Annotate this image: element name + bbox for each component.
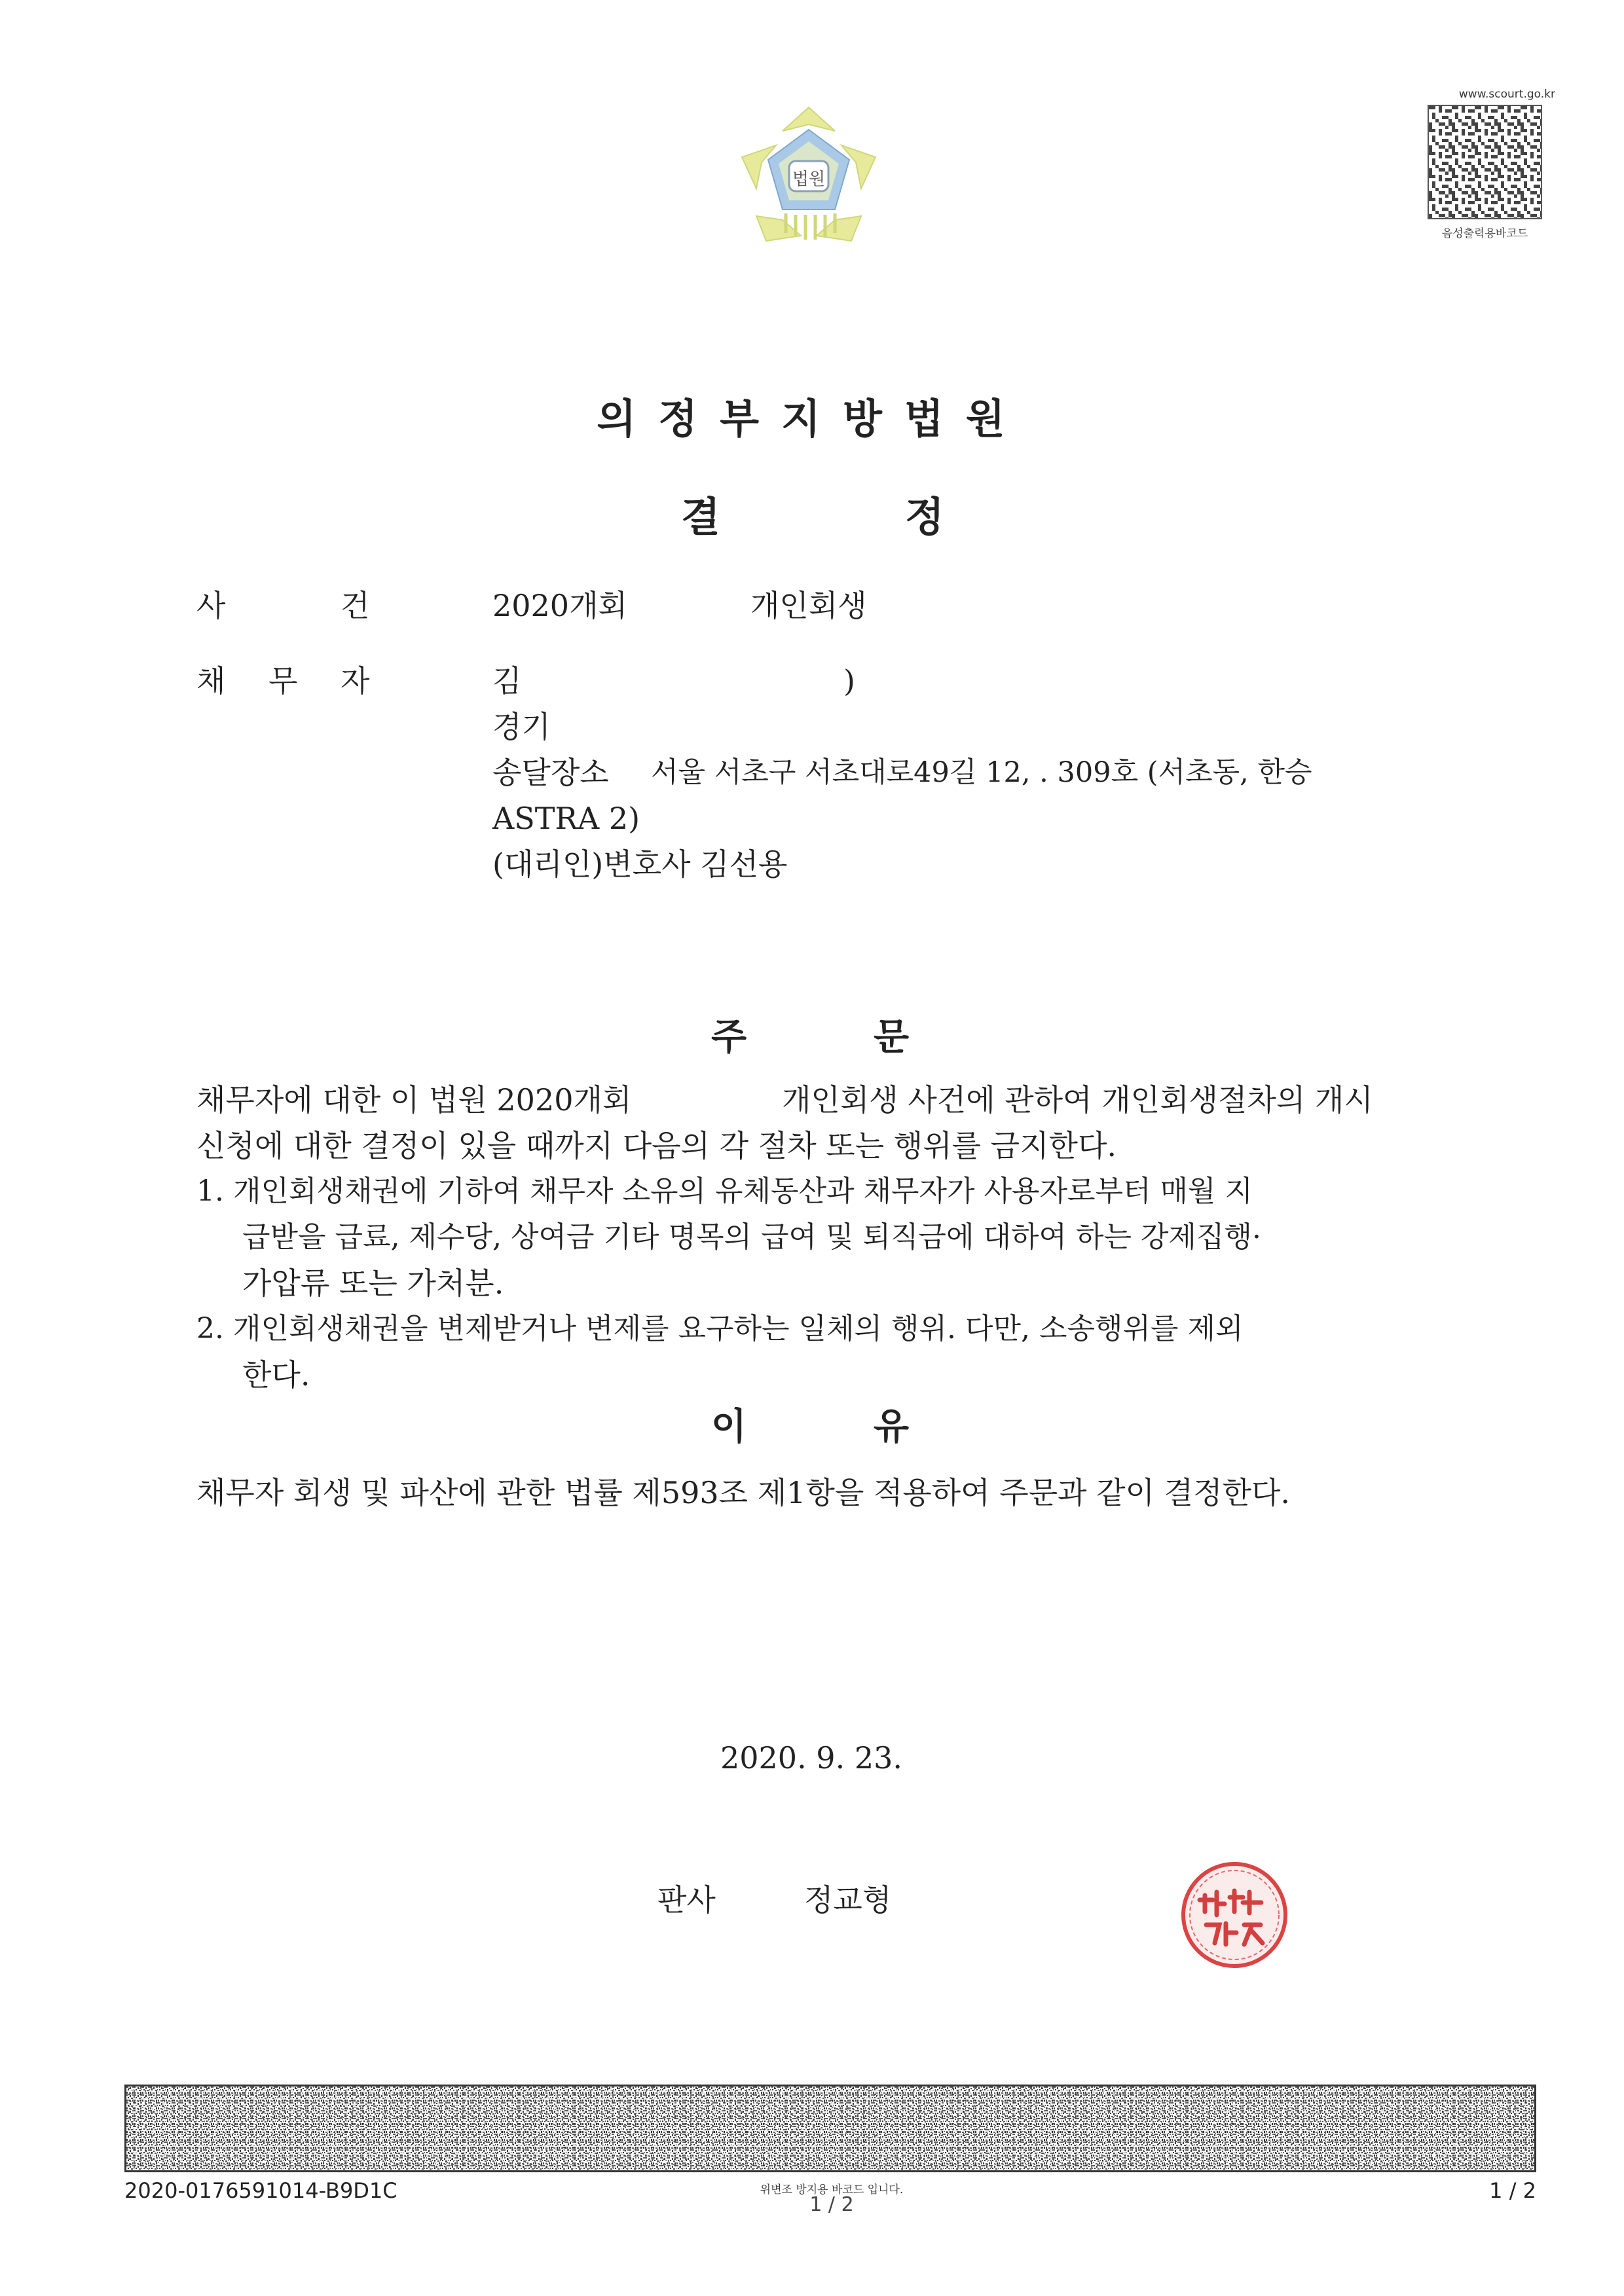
decision-date: 2020. 9. 23. <box>720 1740 902 1776</box>
debtor-address: 경기 <box>492 709 551 744</box>
delivery-address-line2: ASTRA 2) <box>492 801 640 836</box>
page-number-right: 1 / 2 <box>1489 2178 1536 2203</box>
reason-heading-1: 이 <box>711 1406 747 1448</box>
debtor-agent: (대리인)변호사 김선용 <box>492 847 788 882</box>
judge-title: 판사 <box>657 1882 716 1918</box>
debtor-label-2: 무 <box>268 663 298 699</box>
judge-seal <box>1179 1859 1290 1971</box>
order-item1-line2: 급받을 급료, 제수당, 상여금 기타 명목의 급여 및 퇴직금에 대하여 하는 강제집행· <box>242 1220 1261 1254</box>
anti-forgery-barcode <box>124 2085 1536 2172</box>
emblem-text: 법원 <box>792 170 826 189</box>
doc-type-right: 정 <box>905 493 944 541</box>
debtor-name-paren: ) <box>843 663 855 699</box>
order-para-line1-b: 개인회생 사건에 관하여 개인회생절차의 개시 <box>782 1082 1373 1118</box>
case-label-2: 건 <box>341 588 370 623</box>
delivery-address-line1: 서울 서초구 서초대로49길 12, . 309호 (서초동, 한승 <box>651 756 1312 789</box>
anti-forgery-barcode-icon <box>126 2086 1534 2170</box>
court-name: 의정부지방법원 <box>597 395 1027 443</box>
qr-url: www.scourt.go.kr <box>1458 88 1555 101</box>
delivery-label: 송달장소 <box>492 755 609 790</box>
page-number-center: 1 / 2 <box>809 2193 854 2216</box>
order-item1-line1: 1. 개인회생채권에 기하여 채무자 소유의 유체동산과 채무자가 사용자로부터 매월 지 <box>196 1175 1253 1208</box>
case-number: 2020개회 <box>492 588 627 623</box>
debtor-label-1: 채 <box>196 663 226 699</box>
order-para-line2: 신청에 대한 결정이 있을 때까지 다음의 각 절차 또는 행위를 금지한다. <box>196 1128 1117 1163</box>
order-item2-line2: 한다. <box>242 1357 310 1393</box>
judge-seal-stamp-icon <box>1179 1859 1290 1971</box>
judge-name: 정교형 <box>804 1882 892 1918</box>
order-item1-line3: 가압류 또는 가처분. <box>242 1266 504 1301</box>
debtor-name: 김 <box>492 663 522 699</box>
qr-code-icon <box>1429 106 1542 219</box>
order-heading-1: 주 <box>711 1016 747 1059</box>
doc-type-left: 결 <box>681 493 720 541</box>
barcode-note: 위변조 방지용 바코드 입니다. <box>760 2183 904 2196</box>
order-item2-line1: 2. 개인회생채권을 변제받거나 변제를 요구하는 일체의 행위. 다만, 소송행위를 제외 <box>196 1312 1244 1345</box>
debtor-label-3: 자 <box>341 663 370 699</box>
case-type: 개인회생 <box>750 588 867 623</box>
court-emblem <box>737 105 881 249</box>
case-label-1: 사 <box>196 588 226 623</box>
document-id: 2020-0176591014-B9D1C <box>124 2178 397 2203</box>
reason-text: 채무자 회생 및 파산에 관한 법률 제593조 제1항을 적용하여 주문과 같이 결정한다. <box>196 1475 1291 1510</box>
reason-heading-2: 유 <box>874 1406 910 1448</box>
order-heading-2: 문 <box>874 1016 910 1059</box>
qr-code <box>1428 105 1542 219</box>
order-para-line1-a: 채무자에 대한 이 법원 2020개회 <box>196 1082 632 1118</box>
qr-caption: 음성출력용바코드 <box>1441 227 1528 240</box>
